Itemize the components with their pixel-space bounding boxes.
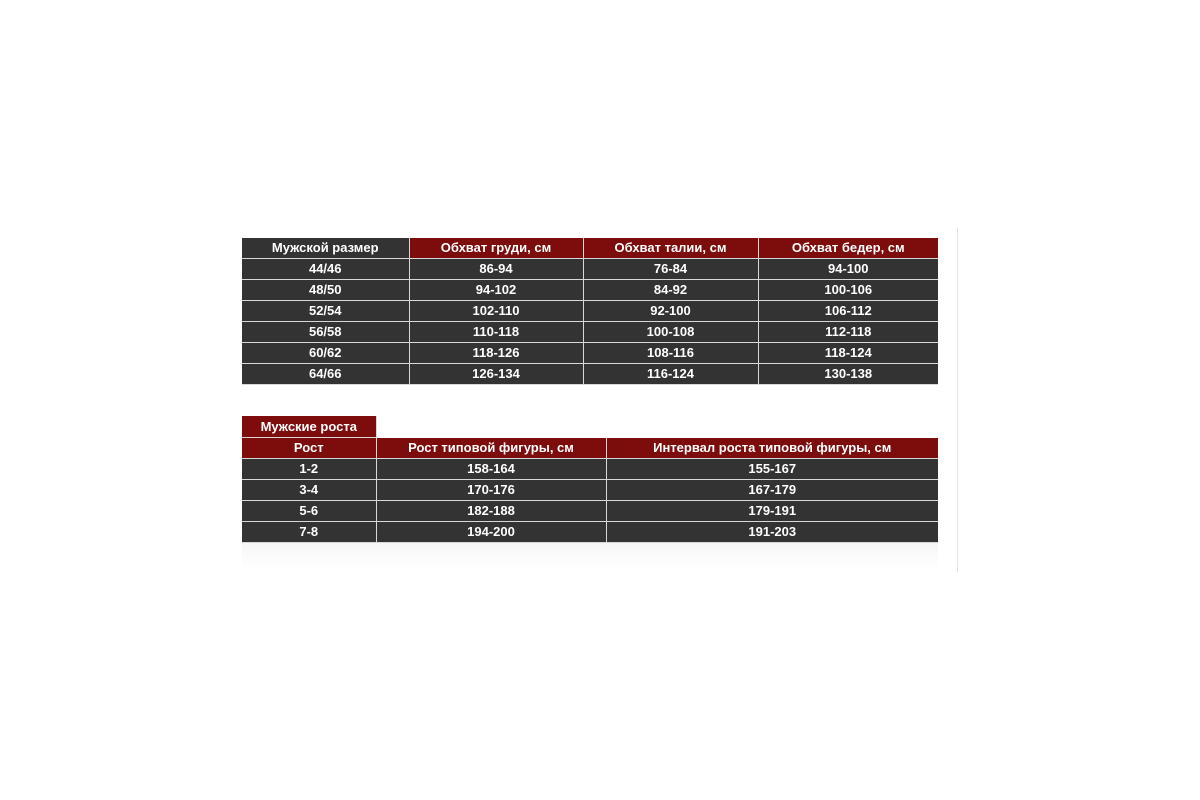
chest-cell: 110-118 xyxy=(409,322,583,343)
header-mens-size: Мужской размер xyxy=(242,238,409,259)
size-table-header-row xyxy=(242,238,938,259)
height-cell: 1-2 xyxy=(242,459,376,480)
size-cell: 44/46 xyxy=(242,259,409,280)
chest-cell: 126-134 xyxy=(409,364,583,385)
table-row xyxy=(242,343,938,364)
table-row xyxy=(242,364,938,385)
table-bottom-fade xyxy=(242,543,938,569)
height-cell: 7-8 xyxy=(242,522,376,543)
waist-cell: 92-100 xyxy=(583,301,758,322)
waist-cell: 116-124 xyxy=(583,364,758,385)
hip-cell: 94-100 xyxy=(758,259,938,280)
waist-cell: 84-92 xyxy=(583,280,758,301)
table-row xyxy=(242,259,938,280)
typical-height-cell: 182-188 xyxy=(376,501,606,522)
chest-cell: 86-94 xyxy=(409,259,583,280)
table-row xyxy=(242,501,938,522)
hip-cell: 118-124 xyxy=(758,343,938,364)
table-row xyxy=(242,522,938,543)
header-height: Рост xyxy=(242,438,376,459)
table-row xyxy=(242,322,938,343)
height-cell: 3-4 xyxy=(242,480,376,501)
hip-cell: 106-112 xyxy=(758,301,938,322)
typical-height-cell: 170-176 xyxy=(376,480,606,501)
table-row xyxy=(242,301,938,322)
height-table-header-row xyxy=(242,438,938,459)
waist-cell: 108-116 xyxy=(583,343,758,364)
size-cell: 56/58 xyxy=(242,322,409,343)
height-interval-cell: 179-191 xyxy=(606,501,938,522)
hip-cell: 100-106 xyxy=(758,280,938,301)
height-table-caption-row xyxy=(242,416,938,438)
mens-height-table xyxy=(242,416,938,543)
caption-spacer xyxy=(376,416,606,438)
header-hip-girth: Обхват бедер, см xyxy=(758,238,938,259)
height-table-caption: Мужские роста xyxy=(242,416,376,438)
caption-spacer xyxy=(606,416,938,438)
typical-height-cell: 158-164 xyxy=(376,459,606,480)
size-cell: 60/62 xyxy=(242,343,409,364)
table-row xyxy=(242,480,938,501)
header-waist-girth: Обхват талии, см xyxy=(583,238,758,259)
typical-height-cell: 194-200 xyxy=(376,522,606,543)
height-interval-cell: 191-203 xyxy=(606,522,938,543)
table-row xyxy=(242,280,938,301)
header-chest-girth: Обхват груди, см xyxy=(409,238,583,259)
header-typical-height: Рост типовой фигуры, см xyxy=(376,438,606,459)
height-cell: 5-6 xyxy=(242,501,376,522)
chest-cell: 118-126 xyxy=(409,343,583,364)
size-cell: 52/54 xyxy=(242,301,409,322)
waist-cell: 100-108 xyxy=(583,322,758,343)
size-cell: 64/66 xyxy=(242,364,409,385)
table-row xyxy=(242,459,938,480)
chest-cell: 94-102 xyxy=(409,280,583,301)
hip-cell: 130-138 xyxy=(758,364,938,385)
waist-cell: 76-84 xyxy=(583,259,758,280)
page-divider xyxy=(957,228,958,572)
height-interval-cell: 167-179 xyxy=(606,480,938,501)
hip-cell: 112-118 xyxy=(758,322,938,343)
mens-size-table xyxy=(242,238,938,385)
height-interval-cell: 155-167 xyxy=(606,459,938,480)
chest-cell: 102-110 xyxy=(409,301,583,322)
header-height-interval: Интервал роста типовой фигуры, см xyxy=(606,438,938,459)
size-cell: 48/50 xyxy=(242,280,409,301)
